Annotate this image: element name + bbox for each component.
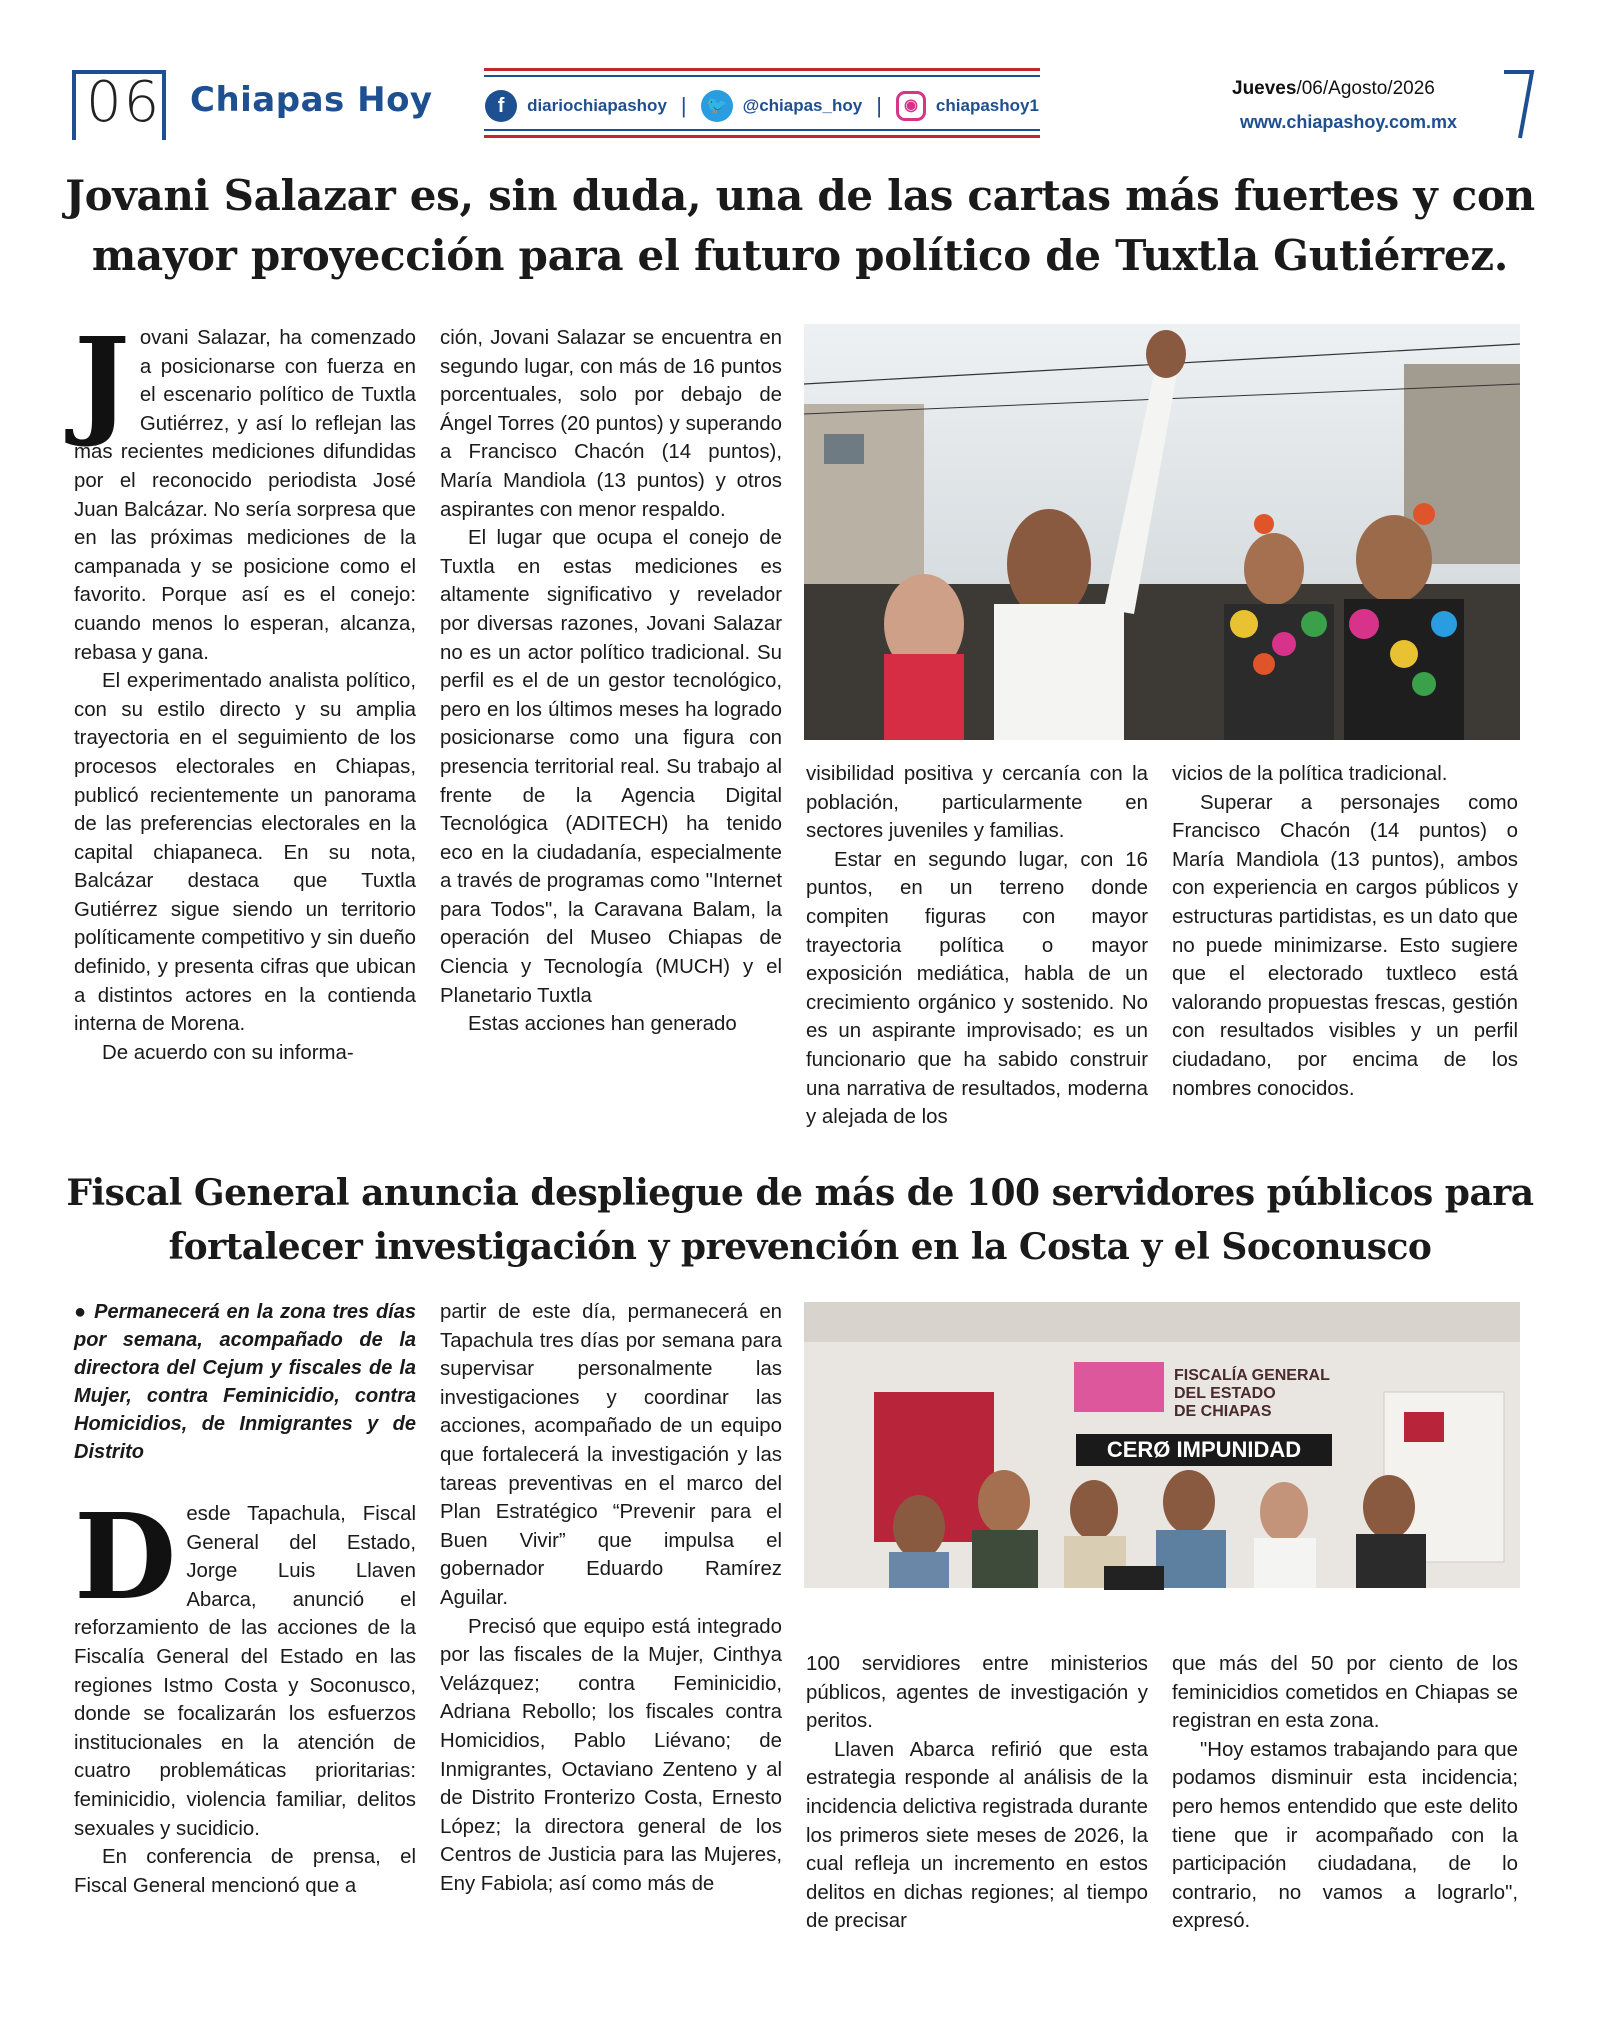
article1-column-3 [806, 760, 1148, 1132]
sign-line2: DEL ESTADO [1174, 1385, 1276, 1402]
twitter-icon[interactable]: 🐦 [701, 90, 733, 122]
article1-paragraph: vicios de la política tradicional. [1172, 763, 1448, 785]
article2-headline: Fiscal General anuncia despliegue de más de 100 servidores públicos para fortalecer investigación y prevención en la Costa y el Soconusco [66, 1172, 1534, 1268]
press-conference-photo-illustration [804, 1302, 1520, 1628]
facebook-icon[interactable]: f [485, 90, 517, 122]
article2-photo [804, 1302, 1520, 1628]
article1-column-2 [440, 324, 782, 1039]
sign-line3: DE CHIAPAS [1174, 1403, 1272, 1420]
article2-column-4 [1172, 1650, 1518, 1936]
social-bar [484, 68, 1040, 138]
issue-date [1232, 78, 1435, 100]
article1-dropcap: J [74, 311, 130, 450]
article1-paragraph: Estar en segundo lugar, con 16 puntos, en un terreno donde compiten figuras con mayor trayectoria política o mayor exposición mediática, habla de un crecimiento orgánico y sostenido. No es un aspirante improvisado; es un funcionario que ha sabido construir una narrativa de resultados, moderna y alejada de los [806, 848, 1148, 1129]
article2-paragraph: partir de este día, permanecerá en Tapachula tres días por semana para supervisar personalmente las investigaciones y coordinar las acciones, acompañado de un equipo que fortalecerá la investigación y las tareas preventivas en el marco del Plan Estratégico “Prevenir para el Buen Vivir” que impulsa el gobernador Eduardo Ramírez Aguilar. [440, 1301, 782, 1609]
article2-paragraph: Llaven Abarca refirió que esta estrategia responde al análisis de la incidencia delictiva registrada durante los primeros siete meses de 2026, la cual refleja un incremento en estos delitos en dichas regiones; al tiempo de precisar [806, 1738, 1148, 1933]
sign-line1: FISCALÍA GENERAL [1174, 1367, 1330, 1384]
article2-column-1 [74, 1298, 416, 1900]
corner-bracket [1500, 70, 1536, 140]
separator: | [680, 93, 687, 118]
twitter-handle[interactable]: @chiapas_hoy [742, 96, 863, 115]
article1-paragraph: ción, Jovani Salazar se encuentra en segundo lugar, con más de 16 puntos porcentuales, solo por debajo de Ángel Torres (20 puntos) y superando a Francisco Chacón (14 puntos), María Mandiola (13 puntos) y otros aspirantes con menor respaldo. [440, 327, 782, 521]
article1-paragraph: Jovani Salazar, ha comenzado a posicionarse con fuerza en el escenario político de Tuxtla Gutiérrez, y así lo reflejan las más recientes mediciones difundidas por el reconocido periodista José Juan Balcázar. No sería sorpresa que en las próximas mediciones de la campanada y se posicione como el favorito. Porque así es el conejo: cuando menos lo esperan, alcanza, rebasa y gana. [74, 311, 416, 664]
website-link[interactable]: www.chiapashoy.com.mx [1240, 112, 1458, 132]
page-header [0, 0, 1600, 150]
article2-column-3 [806, 1650, 1148, 1936]
sign-banner: CERØ IMPUNIDAD [1106, 1437, 1302, 1462]
article2-paragraph: Precisó que equipo está integrado por las fiscales de la Mujer, Cinthya Velázquez; contra Feminicidio, Adriana Rebollo; los fiscales contra Homicidios, Pablo Liévano; de Inmigrantes, Octaviano Zenteno y al de Distrito Fronterizo Costa, Ernesto López; la directora general de los Centros de Justicia para las Mujeres, Eny Fabiola; así como más de [440, 1615, 782, 1895]
article1-paragraph: De acuerdo con su informa- [102, 1041, 354, 1064]
article2-paragraph: 100 servidiores entre ministerios públicos, agentes de investigación y peritos. [806, 1653, 1148, 1733]
article1-paragraph: Superar a personajes como Francisco Chacón (14 puntos) o María Mandiola (13 puntos), ambos con experiencia en cargos públicos y estructuras partidistas, es un dato que no puede minimizarse. Esto sugiere que el electorado tuxtleco está valorando propuestas frescas, gestión con resultados visibles y un perfil ciudadano, por encima de los nombres conocidos. [1172, 791, 1518, 1100]
rally-photo-illustration [804, 324, 1520, 740]
article2-dropcap: D [74, 1487, 177, 1626]
page-number: 06 [86, 70, 162, 135]
section-title: Chiapas Hoy [190, 80, 433, 120]
article1-headline: Jovani Salazar es, sin duda, una de las cartas más fuertes y con mayor proyección para el futuro político de Tuxtla Gutiérrez. [65, 171, 1535, 280]
article1-paragraph: El lugar que ocupa el conejo de Tuxtla en estas mediciones es altamente significativo y revelador por diversas razones, Jovani Salazar no es un actor político tradicional. Su perfil es el de un gestor tecnológico, pero en los últimos meses ha logrado posicionarse como una figura con presencia territorial real. Su trabajo al frente de la Agencia Digital Tecnológica (ADITECH) ha tenido eco en la ciudadanía, especialmente a través de programas como "Internet para Todos", la Caravana Balam, la operación del Museo Chiapas de Ciencia y Tecnología (MUCH) y el Planetario Tuxtla [440, 527, 782, 1007]
article2-paragraph: Desde Tapachula, Fiscal General del Estado, Jorge Luis Llaven Abarca, anunció el reforzamiento de las acciones de la Fiscalía General del Estado en las regiones Istmo Costa y Soconusco, donde se focalizarán los esfuerzos institucionales en la atención de cuatro problemáticas prioritarias: feminicidio, violencia familiar, delitos sexuales y sucidicio. [74, 1487, 416, 1840]
article2-lead [74, 1298, 416, 1466]
article2-column-2 [440, 1298, 782, 1898]
article2-paragraph: que más del 50 por ciento de los feminicidios cometidos en Chiapas se registran en esta zona. [1172, 1653, 1518, 1733]
instagram-handle[interactable]: chiapashoy1 [935, 96, 1039, 115]
article2-lead-text: Permanecerá en la zona tres días por semana, acompañado de la directora del Cejum y fiscales de la Mujer, contra Feminicidio, contra Homicidios, de Inmigrantes y de Distrito [74, 1301, 416, 1463]
article1-column-1 [74, 311, 416, 1067]
article1-column-4 [1172, 760, 1518, 1103]
instagram-icon[interactable]: ◉ [896, 91, 926, 121]
article1-paragraph: El experimentado analista político, con su estilo directo y su amplia trayectoria en el seguimiento de los procesos electorales en Chiapas, publicó recientemente un panorama de las preferencias electorales en la capital chiapaneca. En su nota, Balcázar destaca que Tuxtla Gutiérrez sigue siendo un territorio políticamente competitivo y sin dueño definido, y presenta cifras que ubican a distintos actores en la contienda interna de Morena. [74, 670, 416, 1036]
article1-paragraph: visibilidad positiva y cercanía con la población, particularmente en sectores juveniles y familias. [806, 763, 1148, 843]
article1-paragraph: Estas acciones han generado [468, 1013, 737, 1036]
article1-photo [804, 324, 1520, 740]
facebook-handle[interactable]: diariochiapashoy [527, 96, 667, 115]
issue-day: Jueves [1232, 78, 1297, 99]
separator: | [876, 93, 882, 118]
page-number-divider [162, 70, 166, 140]
bullet-icon: ● [74, 1301, 88, 1323]
article2-paragraph: "Hoy estamos trabajando para que podamos disminuir esta incidencia; pero hemos entendido que este delito tiene que ir acompañado con la participación ciudadana, de lo contrario, no vamos a lograrlo", expresó. [1172, 1738, 1518, 1933]
issue-date-rest: /06/Agosto/2026 [1296, 78, 1435, 99]
article2-paragraph: En conferencia de prensa, el Fiscal General mencionó que a [74, 1846, 416, 1897]
